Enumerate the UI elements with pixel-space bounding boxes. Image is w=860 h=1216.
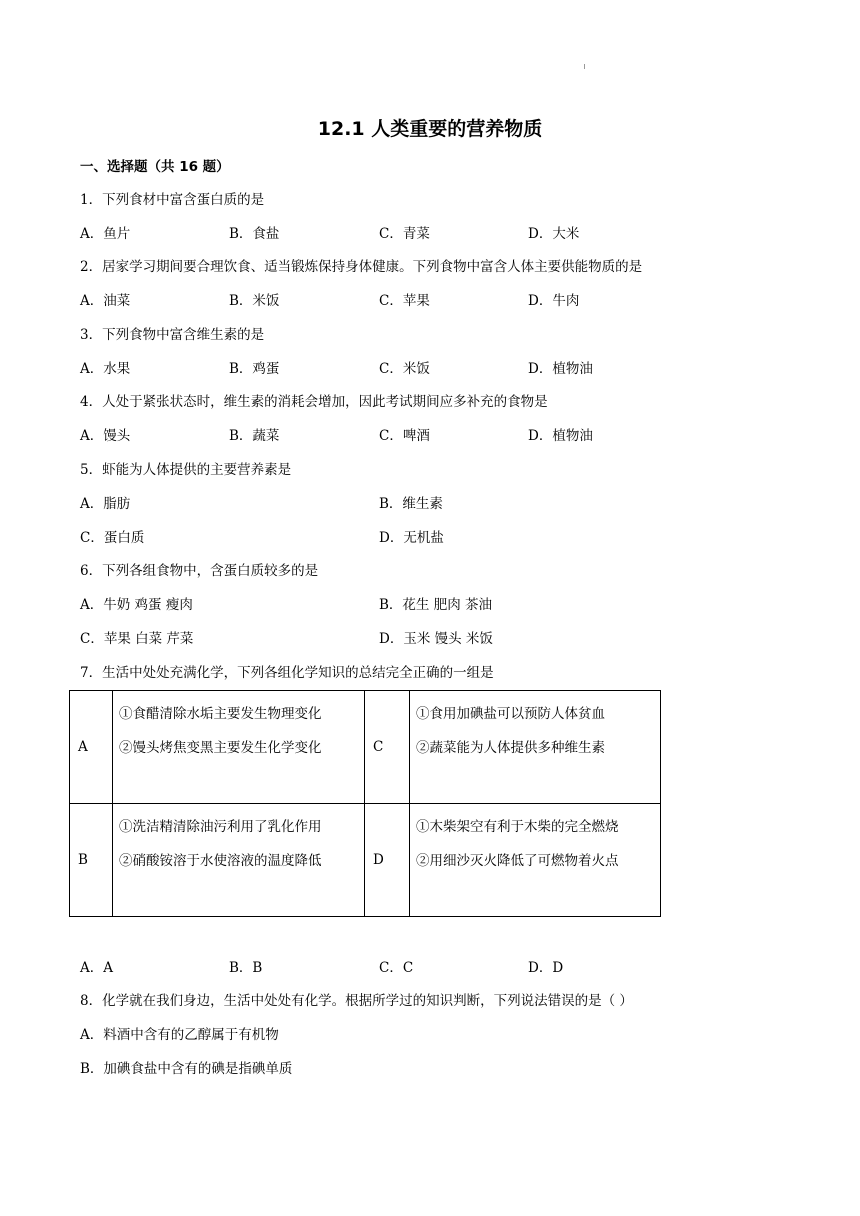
question-5-stem: 5．虾能为人体提供的主要营养素是 — [80, 462, 292, 478]
question-8-option-a[interactable]: A．料酒中含有的乙醇属于有机物 — [80, 1027, 279, 1043]
question-3-stem: 3．下列食物中富含维生素的是 — [80, 327, 265, 343]
cell-c-line-2: ②蔬菜能为人体提供多种维生素 — [416, 740, 605, 756]
cell-content-d — [410, 804, 661, 917]
question-1-option-a[interactable]: A．鱼片 — [80, 226, 131, 242]
question-7-option-a[interactable]: A．A — [80, 960, 113, 976]
cell-content-a — [113, 691, 365, 804]
cell-c-line-1: ①食用加碘盐可以预防人体贫血 — [416, 706, 605, 722]
question-3-option-d[interactable]: D．植物油 — [528, 361, 593, 377]
cell-d-line-2: ②用细沙灭火降低了可燃物着火点 — [416, 853, 619, 869]
question-1-stem: 1．下列食材中富含蛋白质的是 — [80, 192, 265, 208]
question-2-option-a[interactable]: A．油菜 — [80, 293, 131, 309]
question-2-option-d[interactable]: D．牛肉 — [528, 293, 580, 309]
question-2-stem: 2．居家学习期间要合理饮食、适当锻炼保持身体健康。下列食物中富含人体主要供能物质的是 — [80, 259, 643, 275]
question-8-stem: 8．化学就在我们身边，生活中处处有化学。根据所学过的知识判断，下列说法错误的是（ ） — [80, 993, 633, 1009]
question-2-option-b[interactable]: B．米饭 — [229, 293, 280, 309]
cell-d-line-1: ①木柴架空有利于木柴的完全燃烧 — [416, 819, 619, 835]
question-7-table — [69, 690, 661, 917]
question-6-option-a[interactable]: A．牛奶 鸡蛋 瘦肉 — [80, 597, 193, 613]
page-title: 12.1 人类重要的营养物质 — [317, 118, 543, 140]
question-6-option-c[interactable]: C．苹果 白菜 芹菜 — [80, 631, 194, 647]
question-5-option-a[interactable]: A．脂肪 — [80, 496, 131, 512]
table-row — [70, 691, 661, 804]
question-4-option-c[interactable]: C．啤酒 — [379, 428, 430, 444]
question-4-option-b[interactable]: B．蔬菜 — [229, 428, 280, 444]
cell-content-b — [113, 804, 365, 917]
question-4-option-a[interactable]: A．馒头 — [80, 428, 131, 444]
header-mark — [584, 64, 585, 69]
question-2-option-c[interactable]: C．苹果 — [379, 293, 430, 309]
question-6-stem: 6．下列各组食物中，含蛋白质较多的是 — [80, 563, 319, 579]
table-row — [70, 804, 661, 917]
cell-a-line-1: ①食醋清除水垢主要发生物理变化 — [119, 706, 322, 722]
question-4-stem: 4．人处于紧张状态时，维生素的消耗会增加，因此考试期间应多补充的食物是 — [80, 394, 548, 410]
cell-label-d: D — [365, 804, 410, 917]
cell-label-b: B — [70, 804, 113, 917]
question-7-stem: 7．生活中处处充满化学，下列各组化学知识的总结完全正确的一组是 — [80, 665, 494, 681]
question-5-option-b[interactable]: B．维生素 — [379, 496, 443, 512]
cell-b-line-1: ①洗洁精清除油污利用了乳化作用 — [119, 819, 322, 835]
question-5-option-d[interactable]: D．无机盐 — [379, 530, 444, 546]
question-5-option-c[interactable]: C．蛋白质 — [80, 530, 145, 546]
cell-content-c — [410, 691, 661, 804]
question-3-option-a[interactable]: A．水果 — [80, 361, 131, 377]
question-7-option-b[interactable]: B．B — [229, 960, 263, 976]
question-8-option-b[interactable]: B．加碘食盐中含有的碘是指碘单质 — [80, 1061, 293, 1077]
question-6-option-d[interactable]: D．玉米 馒头 米饭 — [379, 631, 493, 647]
question-3-option-b[interactable]: B．鸡蛋 — [229, 361, 280, 377]
question-7-option-d[interactable]: D．D — [528, 960, 564, 976]
question-3-option-c[interactable]: C．米饭 — [379, 361, 430, 377]
question-1-option-d[interactable]: D．大米 — [528, 226, 580, 242]
question-4-option-d[interactable]: D．植物油 — [528, 428, 593, 444]
cell-label-a: A — [70, 691, 113, 804]
question-7-option-c[interactable]: C．C — [379, 960, 414, 976]
cell-a-line-2: ②馒头烤焦变黑主要发生化学变化 — [119, 740, 322, 756]
cell-b-line-2: ②硝酸铵溶于水使溶液的温度降低 — [119, 853, 322, 869]
section-heading: 一、选择题（共 16 题） — [80, 159, 230, 175]
question-6-option-b[interactable]: B．花生 肥肉 茶油 — [379, 597, 493, 613]
cell-label-c: C — [365, 691, 410, 804]
question-1-option-c[interactable]: C．青菜 — [379, 226, 430, 242]
question-1-option-b[interactable]: B．食盐 — [229, 226, 280, 242]
